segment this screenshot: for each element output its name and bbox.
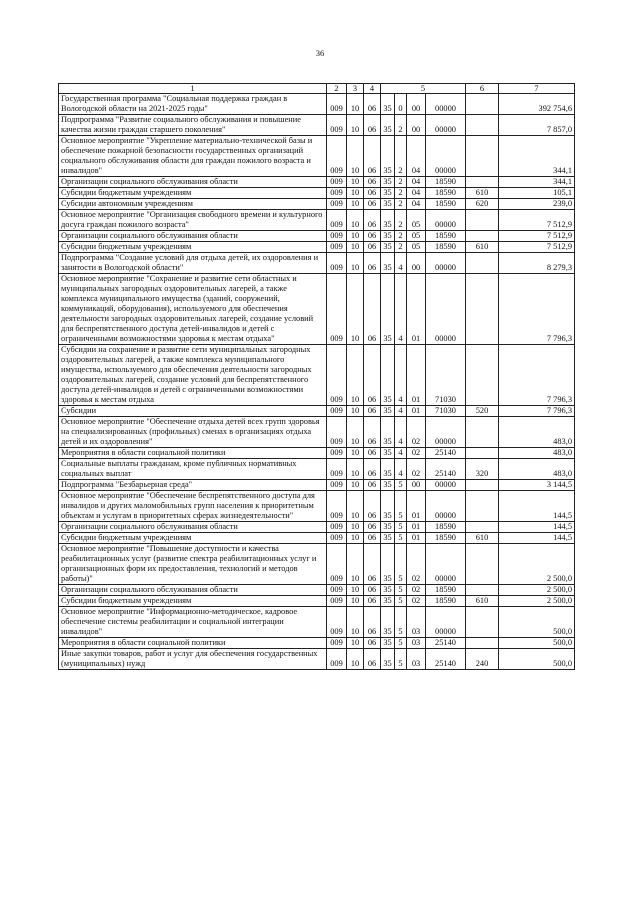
row-name-cell: Организации социального обслуживания области [59, 177, 327, 188]
section-code-cell: 10 [347, 448, 364, 459]
target-article-activity-cell: 00 [407, 253, 426, 274]
amount-cell: 2 500,0 [499, 544, 575, 585]
target-article-direction-cell: 18590 [426, 177, 466, 188]
target-article-activity-cell: 01 [407, 522, 426, 533]
subsection-code-cell: 06 [364, 210, 381, 231]
subsection-code-cell: 06 [364, 115, 381, 136]
table-row [59, 448, 575, 459]
target-article-subprogram-cell: 5 [395, 544, 407, 585]
target-article-program-cell: 35 [381, 522, 395, 533]
target-article-program-cell: 35 [381, 607, 395, 638]
expense-type-cell [466, 480, 499, 491]
target-article-activity-cell: 00 [407, 115, 426, 136]
section-code-cell: 10 [347, 188, 364, 199]
expense-type-cell [466, 231, 499, 242]
row-name-cell: Субсидии бюджетным учреждениям [59, 242, 327, 253]
expense-type-cell: 610 [466, 242, 499, 253]
row-name-cell: Основное мероприятие "Обеспечение отдыха детей всех групп здоровья на специализированных (профильных) сменах в организациях отдыха детей и их оздоровления" [59, 417, 327, 448]
amount-cell: 8 279,3 [499, 253, 575, 274]
admin-code-cell: 009 [327, 649, 347, 670]
section-code-cell: 10 [347, 596, 364, 607]
target-article-activity-cell: 01 [407, 491, 426, 522]
target-article-activity-cell: 00 [407, 94, 426, 115]
section-code-cell: 10 [347, 115, 364, 136]
header-cell: 2 [327, 84, 347, 94]
amount-cell: 2 500,0 [499, 585, 575, 596]
row-name-cell: Основное мероприятие "Сохранение и развитие сети областных и муниципальных загородных оздоровительных лагерей, а также комплекса муниципального имущества (зданий, сооружений, коммуникаций, оборудования), используемого для обеспечения деятельности загородных оздоровительных лагерей, создание условий для беспрепятственного доступа детей-инвалидов и детей с ограниченными возможностями здоровья к местам отдыха" [59, 274, 327, 345]
expense-type-cell [466, 607, 499, 638]
table-row [59, 94, 575, 115]
admin-code-cell: 009 [327, 638, 347, 649]
target-article-direction-cell: 00000 [426, 115, 466, 136]
target-article-program-cell: 35 [381, 417, 395, 448]
subsection-code-cell: 06 [364, 177, 381, 188]
admin-code-cell: 009 [327, 136, 347, 177]
row-name-cell: Основное мероприятие "Информационно-методическое, кадровое обеспечение системы реабилитации и социальной интеграции инвалидов" [59, 607, 327, 638]
target-article-subprogram-cell: 4 [395, 406, 407, 417]
target-article-subprogram-cell: 5 [395, 491, 407, 522]
subsection-code-cell: 06 [364, 406, 381, 417]
table-row [59, 638, 575, 649]
admin-code-cell: 009 [327, 596, 347, 607]
target-article-direction-cell: 00000 [426, 136, 466, 177]
amount-cell: 344,1 [499, 177, 575, 188]
amount-cell: 144,5 [499, 533, 575, 544]
amount-cell: 144,5 [499, 522, 575, 533]
amount-cell: 105,1 [499, 188, 575, 199]
admin-code-cell: 009 [327, 522, 347, 533]
target-article-subprogram-cell: 5 [395, 522, 407, 533]
expense-type-cell [466, 638, 499, 649]
target-article-direction-cell: 25140 [426, 638, 466, 649]
subsection-code-cell: 06 [364, 533, 381, 544]
target-article-direction-cell: 71030 [426, 345, 466, 406]
amount-cell: 7 796,3 [499, 345, 575, 406]
target-article-program-cell: 35 [381, 242, 395, 253]
section-code-cell: 10 [347, 345, 364, 406]
table-row [59, 231, 575, 242]
table-row [59, 607, 575, 638]
target-article-subprogram-cell: 4 [395, 459, 407, 480]
row-name-cell: Основное мероприятие "Укрепление материально-технической базы и обеспечение пожарной безопасности государственных организаций социального обслуживания области для граждан пожилого возраста и инвалидов" [59, 136, 327, 177]
target-article-program-cell: 35 [381, 94, 395, 115]
target-article-subprogram-cell: 2 [395, 136, 407, 177]
expense-type-cell [466, 544, 499, 585]
subsection-code-cell: 06 [364, 596, 381, 607]
row-name-cell: Подпрограмма "Создание условий для отдыха детей, их оздоровления и занятости в Вологодской области" [59, 253, 327, 274]
target-article-direction-cell: 00000 [426, 210, 466, 231]
section-code-cell: 10 [347, 533, 364, 544]
section-code-cell: 10 [347, 242, 364, 253]
subsection-code-cell: 06 [364, 231, 381, 242]
expense-type-cell: 610 [466, 188, 499, 199]
subsection-code-cell: 06 [364, 188, 381, 199]
header-cell: 1 [59, 84, 327, 94]
subsection-code-cell: 06 [364, 274, 381, 345]
admin-code-cell: 009 [327, 199, 347, 210]
row-name-cell: Основное мероприятие "Обеспечение беспрепятственного доступа для инвалидов и других маломобильных групп населения к приоритетным объектам и услугам в приоритетных сферах жизнедеятельности" [59, 491, 327, 522]
target-article-subprogram-cell: 5 [395, 585, 407, 596]
header-cell: 3 [347, 84, 364, 94]
amount-cell: 2 500,0 [499, 596, 575, 607]
target-article-program-cell: 35 [381, 533, 395, 544]
table-row [59, 199, 575, 210]
section-code-cell: 10 [347, 274, 364, 345]
table-row [59, 417, 575, 448]
amount-cell: 500,0 [499, 638, 575, 649]
subsection-code-cell: 06 [364, 94, 381, 115]
amount-cell: 239,0 [499, 199, 575, 210]
target-article-program-cell: 35 [381, 274, 395, 345]
admin-code-cell: 009 [327, 491, 347, 522]
amount-cell: 392 754,6 [499, 94, 575, 115]
target-article-subprogram-cell: 5 [395, 607, 407, 638]
expense-type-cell [466, 448, 499, 459]
amount-cell: 7 512,9 [499, 231, 575, 242]
amount-cell: 7 512,9 [499, 242, 575, 253]
expense-type-cell: 610 [466, 596, 499, 607]
target-article-activity-cell: 04 [407, 136, 426, 177]
subsection-code-cell: 06 [364, 253, 381, 274]
expense-type-cell [466, 274, 499, 345]
page-number: 36 [315, 48, 325, 58]
table-body [59, 94, 575, 670]
table-row [59, 274, 575, 345]
admin-code-cell: 009 [327, 607, 347, 638]
table-row [59, 253, 575, 274]
target-article-direction-cell: 25140 [426, 459, 466, 480]
table-header-row [59, 84, 575, 94]
header-cell: 5 [381, 84, 466, 94]
row-name-cell: Иные закупки товаров, работ и услуг для обеспечения государственных (муниципальных) нужд [59, 649, 327, 670]
subsection-code-cell: 06 [364, 491, 381, 522]
amount-cell: 483,0 [499, 417, 575, 448]
admin-code-cell: 009 [327, 406, 347, 417]
amount-cell: 483,0 [499, 448, 575, 459]
header-cell: 6 [466, 84, 499, 94]
expense-type-cell: 520 [466, 406, 499, 417]
header-cell: 7 [499, 84, 575, 94]
section-code-cell: 10 [347, 522, 364, 533]
subsection-code-cell: 06 [364, 522, 381, 533]
table-row [59, 406, 575, 417]
row-name-cell: Государственная программа "Социальная поддержка граждан в Вологодской области на 2021-2025 годы" [59, 94, 327, 115]
target-article-program-cell: 35 [381, 544, 395, 585]
target-article-subprogram-cell: 4 [395, 417, 407, 448]
target-article-subprogram-cell: 5 [395, 596, 407, 607]
admin-code-cell: 009 [327, 115, 347, 136]
target-article-activity-cell: 03 [407, 649, 426, 670]
section-code-cell: 10 [347, 177, 364, 188]
amount-cell: 7 796,3 [499, 406, 575, 417]
subsection-code-cell: 06 [364, 607, 381, 638]
row-name-cell: Субсидии бюджетным учреждениям [59, 533, 327, 544]
target-article-direction-cell: 00000 [426, 480, 466, 491]
target-article-activity-cell: 04 [407, 199, 426, 210]
target-article-direction-cell: 00000 [426, 94, 466, 115]
amount-cell: 500,0 [499, 607, 575, 638]
section-code-cell: 10 [347, 199, 364, 210]
table-row [59, 522, 575, 533]
subsection-code-cell: 06 [364, 242, 381, 253]
target-article-activity-cell: 04 [407, 188, 426, 199]
admin-code-cell: 009 [327, 533, 347, 544]
target-article-activity-cell: 01 [407, 345, 426, 406]
table-row [59, 188, 575, 199]
table-row [59, 480, 575, 491]
target-article-subprogram-cell: 2 [395, 199, 407, 210]
row-name-cell: Мероприятия в области социальной политики [59, 448, 327, 459]
target-article-activity-cell: 01 [407, 533, 426, 544]
table-row [59, 115, 575, 136]
table-row [59, 242, 575, 253]
target-article-subprogram-cell: 4 [395, 253, 407, 274]
target-article-direction-cell: 00000 [426, 491, 466, 522]
section-code-cell: 10 [347, 406, 364, 417]
section-code-cell: 10 [347, 231, 364, 242]
subsection-code-cell: 06 [364, 199, 381, 210]
expense-type-cell [466, 210, 499, 231]
target-article-activity-cell: 03 [407, 638, 426, 649]
section-code-cell: 10 [347, 649, 364, 670]
target-article-activity-cell: 02 [407, 459, 426, 480]
target-article-program-cell: 35 [381, 459, 395, 480]
target-article-direction-cell: 18590 [426, 585, 466, 596]
target-article-direction-cell: 25140 [426, 448, 466, 459]
target-article-activity-cell: 00 [407, 480, 426, 491]
admin-code-cell: 009 [327, 448, 347, 459]
target-article-activity-cell: 05 [407, 242, 426, 253]
target-article-direction-cell: 25140 [426, 649, 466, 670]
target-article-activity-cell: 02 [407, 596, 426, 607]
target-article-activity-cell: 05 [407, 231, 426, 242]
section-code-cell: 10 [347, 544, 364, 585]
amount-cell: 483,0 [499, 459, 575, 480]
target-article-direction-cell: 00000 [426, 607, 466, 638]
target-article-direction-cell: 00000 [426, 274, 466, 345]
target-article-program-cell: 35 [381, 231, 395, 242]
admin-code-cell: 009 [327, 94, 347, 115]
target-article-activity-cell: 02 [407, 417, 426, 448]
expense-type-cell: 610 [466, 533, 499, 544]
target-article-program-cell: 35 [381, 480, 395, 491]
row-name-cell: Подпрограмма "Безбарьерная среда" [59, 480, 327, 491]
target-article-subprogram-cell: 2 [395, 115, 407, 136]
section-code-cell: 10 [347, 253, 364, 274]
admin-code-cell: 009 [327, 177, 347, 188]
target-article-direction-cell: 18590 [426, 242, 466, 253]
section-code-cell: 10 [347, 136, 364, 177]
subsection-code-cell: 06 [364, 638, 381, 649]
target-article-program-cell: 35 [381, 345, 395, 406]
target-article-program-cell: 35 [381, 199, 395, 210]
expense-type-cell [466, 115, 499, 136]
table-row [59, 596, 575, 607]
target-article-activity-cell: 01 [407, 274, 426, 345]
budget-table [58, 83, 575, 670]
row-name-cell: Субсидии бюджетным учреждениям [59, 596, 327, 607]
section-code-cell: 10 [347, 459, 364, 480]
expense-type-cell [466, 177, 499, 188]
subsection-code-cell: 06 [364, 480, 381, 491]
row-name-cell: Субсидии [59, 406, 327, 417]
table-row [59, 544, 575, 585]
target-article-subprogram-cell: 5 [395, 480, 407, 491]
target-article-activity-cell: 02 [407, 448, 426, 459]
section-code-cell: 10 [347, 480, 364, 491]
amount-cell: 7 857,0 [499, 115, 575, 136]
admin-code-cell: 009 [327, 585, 347, 596]
header-cell: 4 [364, 84, 381, 94]
expense-type-cell: 240 [466, 649, 499, 670]
subsection-code-cell: 06 [364, 544, 381, 585]
target-article-direction-cell: 18590 [426, 533, 466, 544]
admin-code-cell: 009 [327, 417, 347, 448]
target-article-subprogram-cell: 2 [395, 210, 407, 231]
target-article-activity-cell: 03 [407, 607, 426, 638]
target-article-direction-cell: 18590 [426, 231, 466, 242]
subsection-code-cell: 06 [364, 448, 381, 459]
expense-type-cell [466, 585, 499, 596]
subsection-code-cell: 06 [364, 459, 381, 480]
target-article-program-cell: 35 [381, 585, 395, 596]
row-name-cell: Социальные выплаты гражданам, кроме публичных нормативных социальных выплат [59, 459, 327, 480]
target-article-direction-cell: 00000 [426, 544, 466, 585]
row-name-cell: Подпрограмма "Развитие социального обслуживания и повышение качества жизни граждан старшего поколения" [59, 115, 327, 136]
target-article-subprogram-cell: 4 [395, 345, 407, 406]
target-article-program-cell: 35 [381, 188, 395, 199]
target-article-activity-cell: 02 [407, 585, 426, 596]
expense-type-cell [466, 253, 499, 274]
admin-code-cell: 009 [327, 544, 347, 585]
target-article-subprogram-cell: 2 [395, 188, 407, 199]
target-article-subprogram-cell: 2 [395, 231, 407, 242]
target-article-activity-cell: 04 [407, 177, 426, 188]
admin-code-cell: 009 [327, 188, 347, 199]
table-row [59, 136, 575, 177]
table-row [59, 585, 575, 596]
subsection-code-cell: 06 [364, 585, 381, 596]
table-row [59, 649, 575, 670]
admin-code-cell: 009 [327, 345, 347, 406]
expense-type-cell [466, 522, 499, 533]
target-article-subprogram-cell: 5 [395, 638, 407, 649]
section-code-cell: 10 [347, 417, 364, 448]
admin-code-cell: 009 [327, 459, 347, 480]
admin-code-cell: 009 [327, 253, 347, 274]
amount-cell: 144,5 [499, 491, 575, 522]
target-article-direction-cell: 18590 [426, 522, 466, 533]
subsection-code-cell: 06 [364, 136, 381, 177]
target-article-program-cell: 35 [381, 210, 395, 231]
target-article-program-cell: 35 [381, 253, 395, 274]
target-article-program-cell: 35 [381, 115, 395, 136]
row-name-cell: Основное мероприятие "Повышение доступности и качества реабилитационных услуг (развитие спектра реабилитационных услуг и организационных форм их предоставления, технологий и методов работы)" [59, 544, 327, 585]
target-article-activity-cell: 01 [407, 406, 426, 417]
admin-code-cell: 009 [327, 231, 347, 242]
target-article-program-cell: 35 [381, 406, 395, 417]
table-row [59, 177, 575, 188]
section-code-cell: 10 [347, 491, 364, 522]
section-code-cell: 10 [347, 585, 364, 596]
target-article-subprogram-cell: 2 [395, 177, 407, 188]
amount-cell: 344,1 [499, 136, 575, 177]
target-article-program-cell: 35 [381, 448, 395, 459]
target-article-direction-cell: 71030 [426, 406, 466, 417]
amount-cell: 3 144,5 [499, 480, 575, 491]
target-article-direction-cell: 18590 [426, 199, 466, 210]
target-article-subprogram-cell: 5 [395, 649, 407, 670]
target-article-subprogram-cell: 0 [395, 94, 407, 115]
target-article-subprogram-cell: 5 [395, 533, 407, 544]
admin-code-cell: 009 [327, 480, 347, 491]
row-name-cell: Организации социального обслуживания области [59, 585, 327, 596]
table-row [59, 345, 575, 406]
target-article-program-cell: 35 [381, 177, 395, 188]
target-article-direction-cell: 18590 [426, 188, 466, 199]
target-article-direction-cell: 00000 [426, 417, 466, 448]
expense-type-cell: 320 [466, 459, 499, 480]
section-code-cell: 10 [347, 607, 364, 638]
target-article-program-cell: 35 [381, 638, 395, 649]
subsection-code-cell: 06 [364, 649, 381, 670]
row-name-cell: Субсидии бюджетным учреждениям [59, 188, 327, 199]
row-name-cell: Мероприятия в области социальной политики [59, 638, 327, 649]
row-name-cell: Субсидии автономным учреждениям [59, 199, 327, 210]
expense-type-cell [466, 345, 499, 406]
table-row [59, 491, 575, 522]
expense-type-cell: 620 [466, 199, 499, 210]
table-row [59, 459, 575, 480]
expense-type-cell [466, 417, 499, 448]
admin-code-cell: 009 [327, 210, 347, 231]
amount-cell: 7 512,9 [499, 210, 575, 231]
target-article-program-cell: 35 [381, 596, 395, 607]
target-article-activity-cell: 02 [407, 544, 426, 585]
table-row [59, 533, 575, 544]
row-name-cell: Организации социального обслуживания области [59, 522, 327, 533]
target-article-subprogram-cell: 2 [395, 242, 407, 253]
row-name-cell: Субсидии на сохранение и развитие сети муниципальных загородных оздоровительных лагерей, а также комплекса муниципального имущества, используемого для обеспечения деятельности загородных оздоровительных лагерей, создание условий для беспрепятственного доступа детей-инвалидов и детей с ограниченными возможностями здоровья к местам отдыха [59, 345, 327, 406]
subsection-code-cell: 06 [364, 417, 381, 448]
admin-code-cell: 009 [327, 274, 347, 345]
target-article-program-cell: 35 [381, 136, 395, 177]
subsection-code-cell: 06 [364, 345, 381, 406]
target-article-subprogram-cell: 4 [395, 274, 407, 345]
amount-cell: 7 796,3 [499, 274, 575, 345]
section-code-cell: 10 [347, 94, 364, 115]
admin-code-cell: 009 [327, 242, 347, 253]
row-name-cell: Организации социального обслуживания области [59, 231, 327, 242]
expense-type-cell [466, 94, 499, 115]
target-article-program-cell: 35 [381, 649, 395, 670]
expense-type-cell [466, 491, 499, 522]
row-name-cell: Основное мероприятие "Организация свободного времени и культурного досуга граждан пожилого возраста" [59, 210, 327, 231]
target-article-direction-cell: 18590 [426, 596, 466, 607]
target-article-direction-cell: 00000 [426, 253, 466, 274]
table-row [59, 210, 575, 231]
section-code-cell: 10 [347, 638, 364, 649]
target-article-subprogram-cell: 4 [395, 448, 407, 459]
target-article-activity-cell: 05 [407, 210, 426, 231]
target-article-program-cell: 35 [381, 491, 395, 522]
amount-cell: 500,0 [499, 649, 575, 670]
section-code-cell: 10 [347, 210, 364, 231]
expense-type-cell [466, 136, 499, 177]
